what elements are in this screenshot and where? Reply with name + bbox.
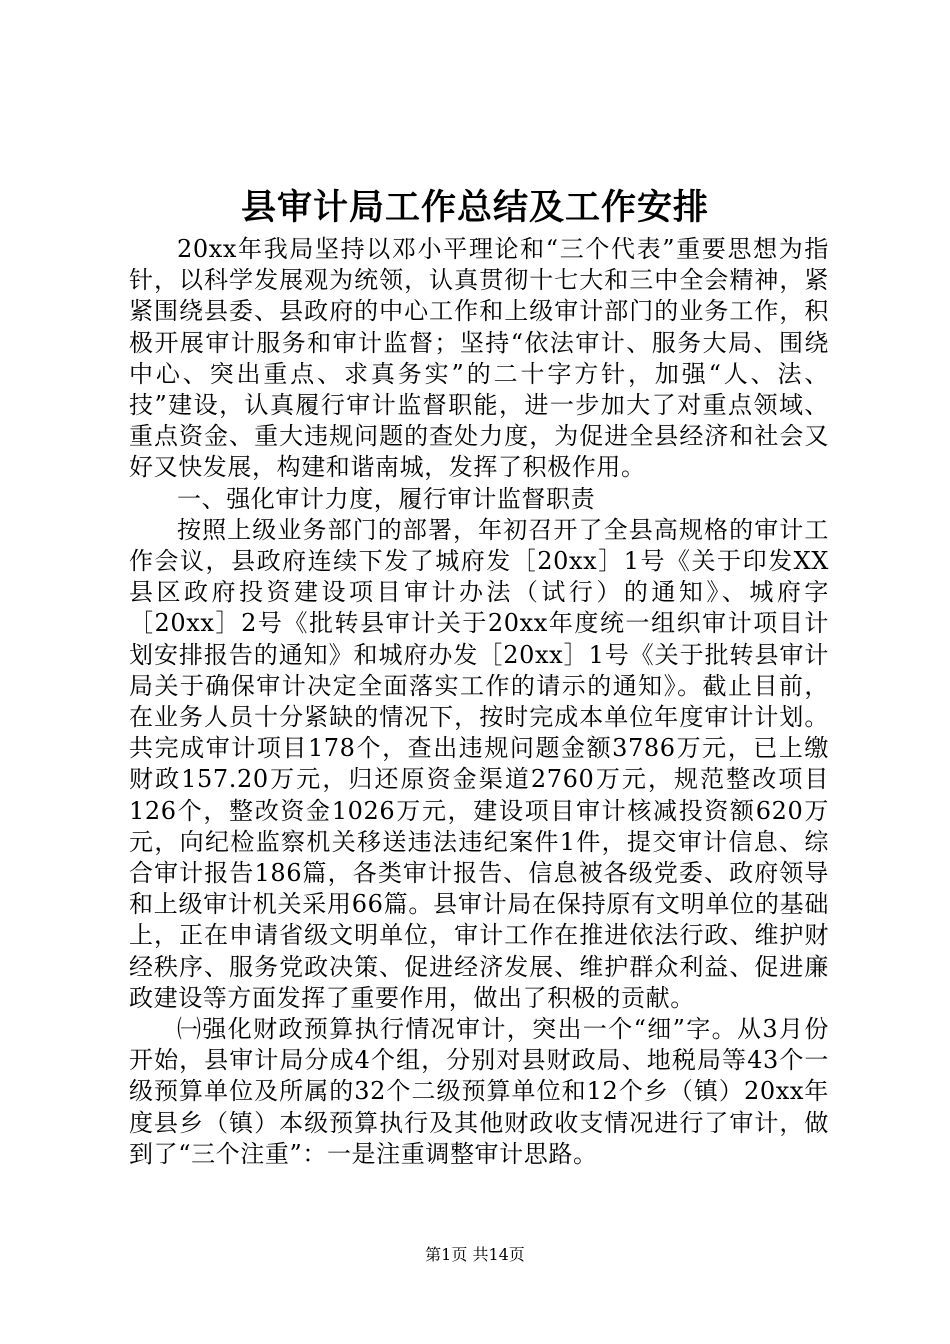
subsection-paragraph: ㈠强化财政预算执行情况审计，突出一个“细”字。从3月份开始，县审计局分成4个组，分别对县财政局、地税局等43个一级预算单位及所属的32个二级预算单位和12个乡（镇）20xx年度县乡（镇）本级预算执行及其他财政收支情况进行了审计，做到了“三个注重”：一是注重调整审计思路。 (129, 1015, 829, 1168)
page-number-footer: 第1页 共14页 (425, 1245, 525, 1264)
section-heading: 一、强化审计力度，履行审计监督职责 (177, 484, 596, 513)
document-body (129, 234, 829, 1170)
section-paragraph: 按照上级业务部门的部署，年初召开了全县高规格的审计工作会议，县政府连续下发了城府发［20xx］1号《关于印发XX县区政府投资建设项目审计办法（试行）的通知》、城府字［20xx］2号《批转县审计关于20xx年度统一组织审计项目计划安排报告的通知》和城府办发［20xx］1号《关于批转县审计局关于确保审计决定全面落实工作的请示的通知》。截止目前，在业务人员十分紧缺的情况下，按时完成本单位年度审计计划。共完成审计项目178个，查出违规问题金额3786万元，已上缴财政157.20万元，归还原资金渠道2760万元，规范整改项目126个，整改资金1026万元，建设项目审计核减投资额620万元，向纪检监察机关移送违法违纪案件1件，提交审计信息、综合审计报告186篇，各类审计报告、信息被各级党委、政府领导和上级审计机关采用66篇。县审计局在保持原有文明单位的基础上，正在申请省级文明单位，审计工作在推进依法行政、维护财经秩序、服务党政决策、促进经济发展、维护群众利益、促进廉政建设等方面发挥了重要作用，做出了积极的贡献。 (129, 515, 829, 1012)
document-title: 县审计局工作总结及工作安排 (240, 187, 709, 228)
intro-paragraph: 20xx年我局坚持以邓小平理论和“三个代表”重要思想为指针，以科学发展观为统领，认真贯彻十七大和三中全会精神，紧紧围绕县委、县政府的中心工作和上级审计部门的业务工作，积极开展审计服务和审计监督；坚持“依法审计、服务大局、围绕中心、突出重点、求真务实”的二十字方针，加强“人、法、技”建设，认真履行审计监督职能，进一步加大了对重点领域、重点资金、重大违规问题的查处力度，为促进全县经济和社会又好又快发展，构建和谐南城，发挥了积极作用。 (129, 235, 829, 482)
